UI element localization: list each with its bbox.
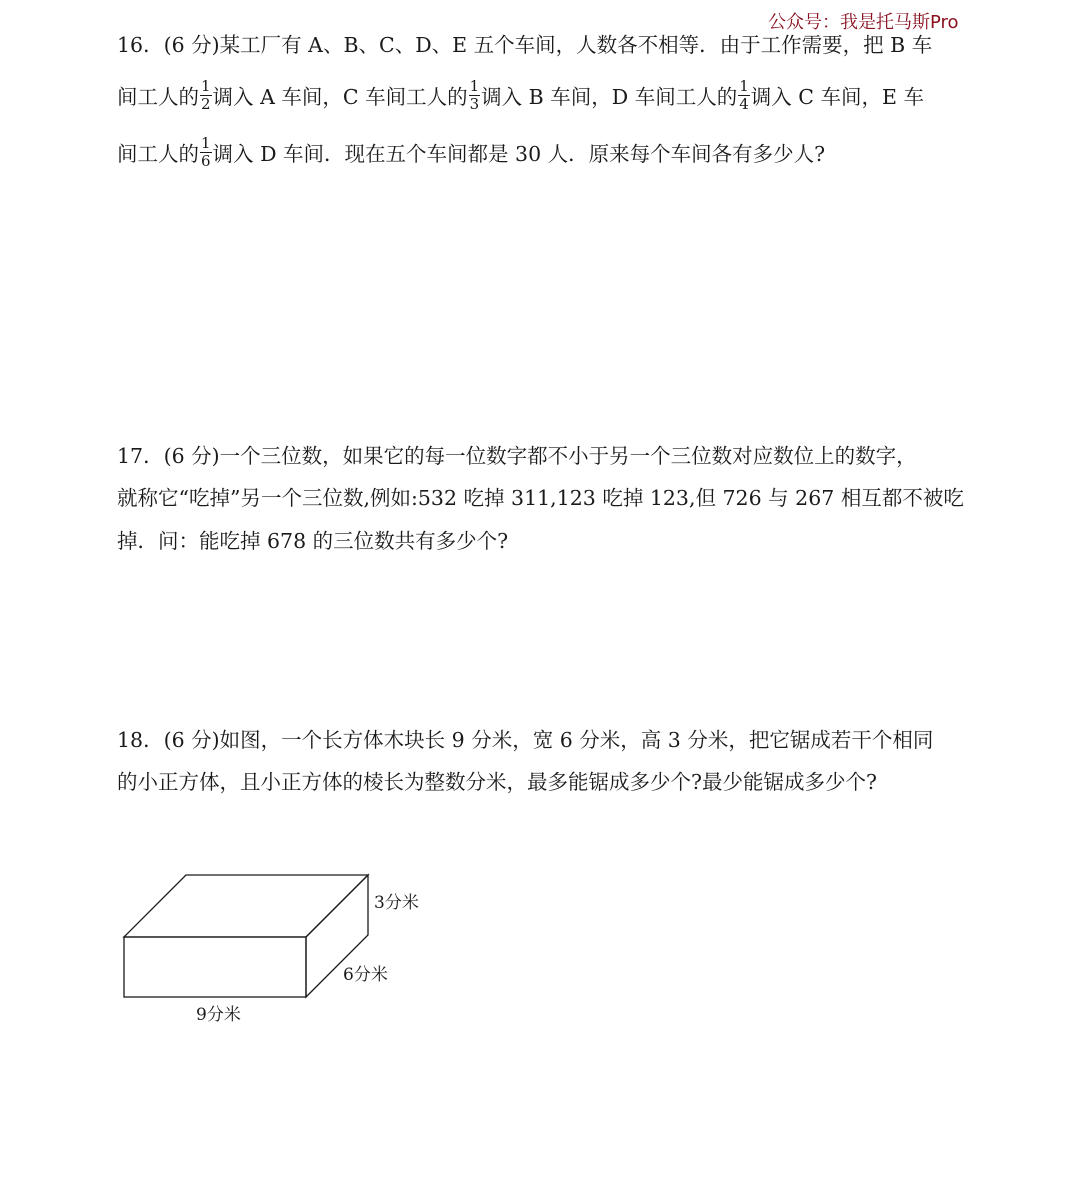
q16-text-2c: 调入 B 车间，D 车间工人的 — [481, 85, 738, 109]
q16-line-1 — [117, 26, 932, 60]
q18-line-2 — [117, 763, 877, 797]
q17-text-1: 17．(6 分)一个三位数，如果它的每一位数字都不小于另一个三位数对应数位上的数字， — [117, 444, 917, 468]
fraction-denominator: 4 — [739, 94, 749, 113]
fraction-denominator: 2 — [201, 94, 211, 113]
q17-text-3: 掉．问：能吃掉 678 的三位数共有多少个? — [117, 529, 509, 553]
fraction-one-third — [469, 76, 481, 113]
label-length: 9分米 — [196, 1005, 241, 1025]
q17-line-2 — [117, 479, 964, 513]
q18-text-1: 18．(6 分)如图，一个长方体木块长 9 分米，宽 6 分米，高 3 分米，把它锯成若干个相同 — [117, 728, 934, 752]
q16-text-3a: 间工人的 — [117, 142, 199, 166]
q16-text-2d: 调入 C 车间，E 车 — [750, 85, 924, 109]
fraction-one-sixth — [200, 133, 212, 170]
q16-line-3 — [117, 135, 825, 169]
q17-line-1 — [117, 437, 917, 471]
fraction-denominator: 3 — [469, 94, 480, 113]
q18-text-2: 的小正方体，且小正方体的棱长为整数分米，最多能锯成多少个?最少能锯成多少个? — [117, 770, 877, 794]
fraction-one-fourth — [738, 76, 750, 113]
cuboid-figure — [110, 865, 450, 1035]
fraction-one-half — [200, 76, 212, 113]
q16-text-2b: 调入 A 车间，C 车间工人的 — [212, 85, 468, 109]
watermark: 公众号：我是托马斯Pro — [768, 12, 959, 33]
cuboid-front-face — [124, 937, 306, 997]
q16-text-2a: 间工人的 — [117, 85, 199, 109]
fraction-numerator: 1 — [201, 76, 211, 95]
q16-text-1: 16．(6 分)某工厂有 A、B、C、D、E 五个车间，人数各不相等．由于工作需要，把 B 车 — [117, 33, 933, 57]
label-width: 6分米 — [343, 965, 388, 985]
q17-text-2: 就称它“吃掉”另一个三位数,例如:532 吃掉 311,123 吃掉 123,但 726 与 267 相互都不被吃 — [117, 486, 964, 510]
q16-line-2 — [117, 78, 924, 112]
cuboid-top-face — [124, 875, 368, 937]
fraction-numerator: 1 — [469, 76, 480, 95]
fraction-denominator: 6 — [201, 151, 211, 170]
q17-line-3 — [117, 522, 508, 556]
fraction-numerator: 1 — [739, 76, 749, 95]
fraction-numerator: 1 — [201, 133, 211, 152]
label-height: 3分米 — [374, 893, 419, 913]
q16-text-3b: 调入 D 车间．现在五个车间都是 30 人．原来每个车间各有多少人? — [212, 142, 826, 166]
q18-line-1 — [117, 721, 933, 755]
